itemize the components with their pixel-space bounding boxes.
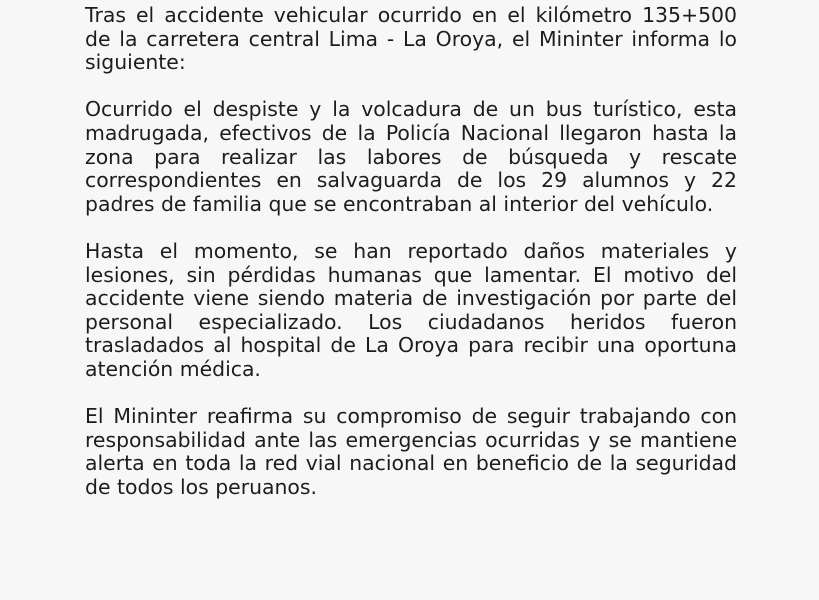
paragraph-intro: Tras el accidente vehicular ocurrido en el kilómetro 135+500 de la carretera central Lima - La Oroya, el Mininter informa lo siguiente: <box>85 3 737 75</box>
statement-body <box>85 0 737 523</box>
paragraph-commitment: El Mininter reafirma su compromiso de seguir trabajando con responsabilidad ante las emergencias ocurridas y se mantiene alerta en toda la red vial nacional en beneficio de la seguridad de todos los peruanos. <box>85 404 737 499</box>
paragraph-rescue: Ocurrido el despiste y la volcadura de un bus turístico, esta madrugada, efectivos de la Policía Nacional llegaron hasta la zona para realizar las labores de búsqueda y rescate correspondientes en salvaguarda de los 29 alumnos y 22 padres de familia que se encontraban al interior del vehículo. <box>85 97 737 216</box>
paragraph-damages: Hasta el momento, se han reportado daños materiales y lesiones, sin pérdidas humanas que lamentar. El motivo del accidente viene siendo materia de investigación por parte del personal especializado. Los ciudadanos heridos fueron trasladados al hospital de La Oroya para recibir una oportuna atención médica. <box>85 238 737 381</box>
